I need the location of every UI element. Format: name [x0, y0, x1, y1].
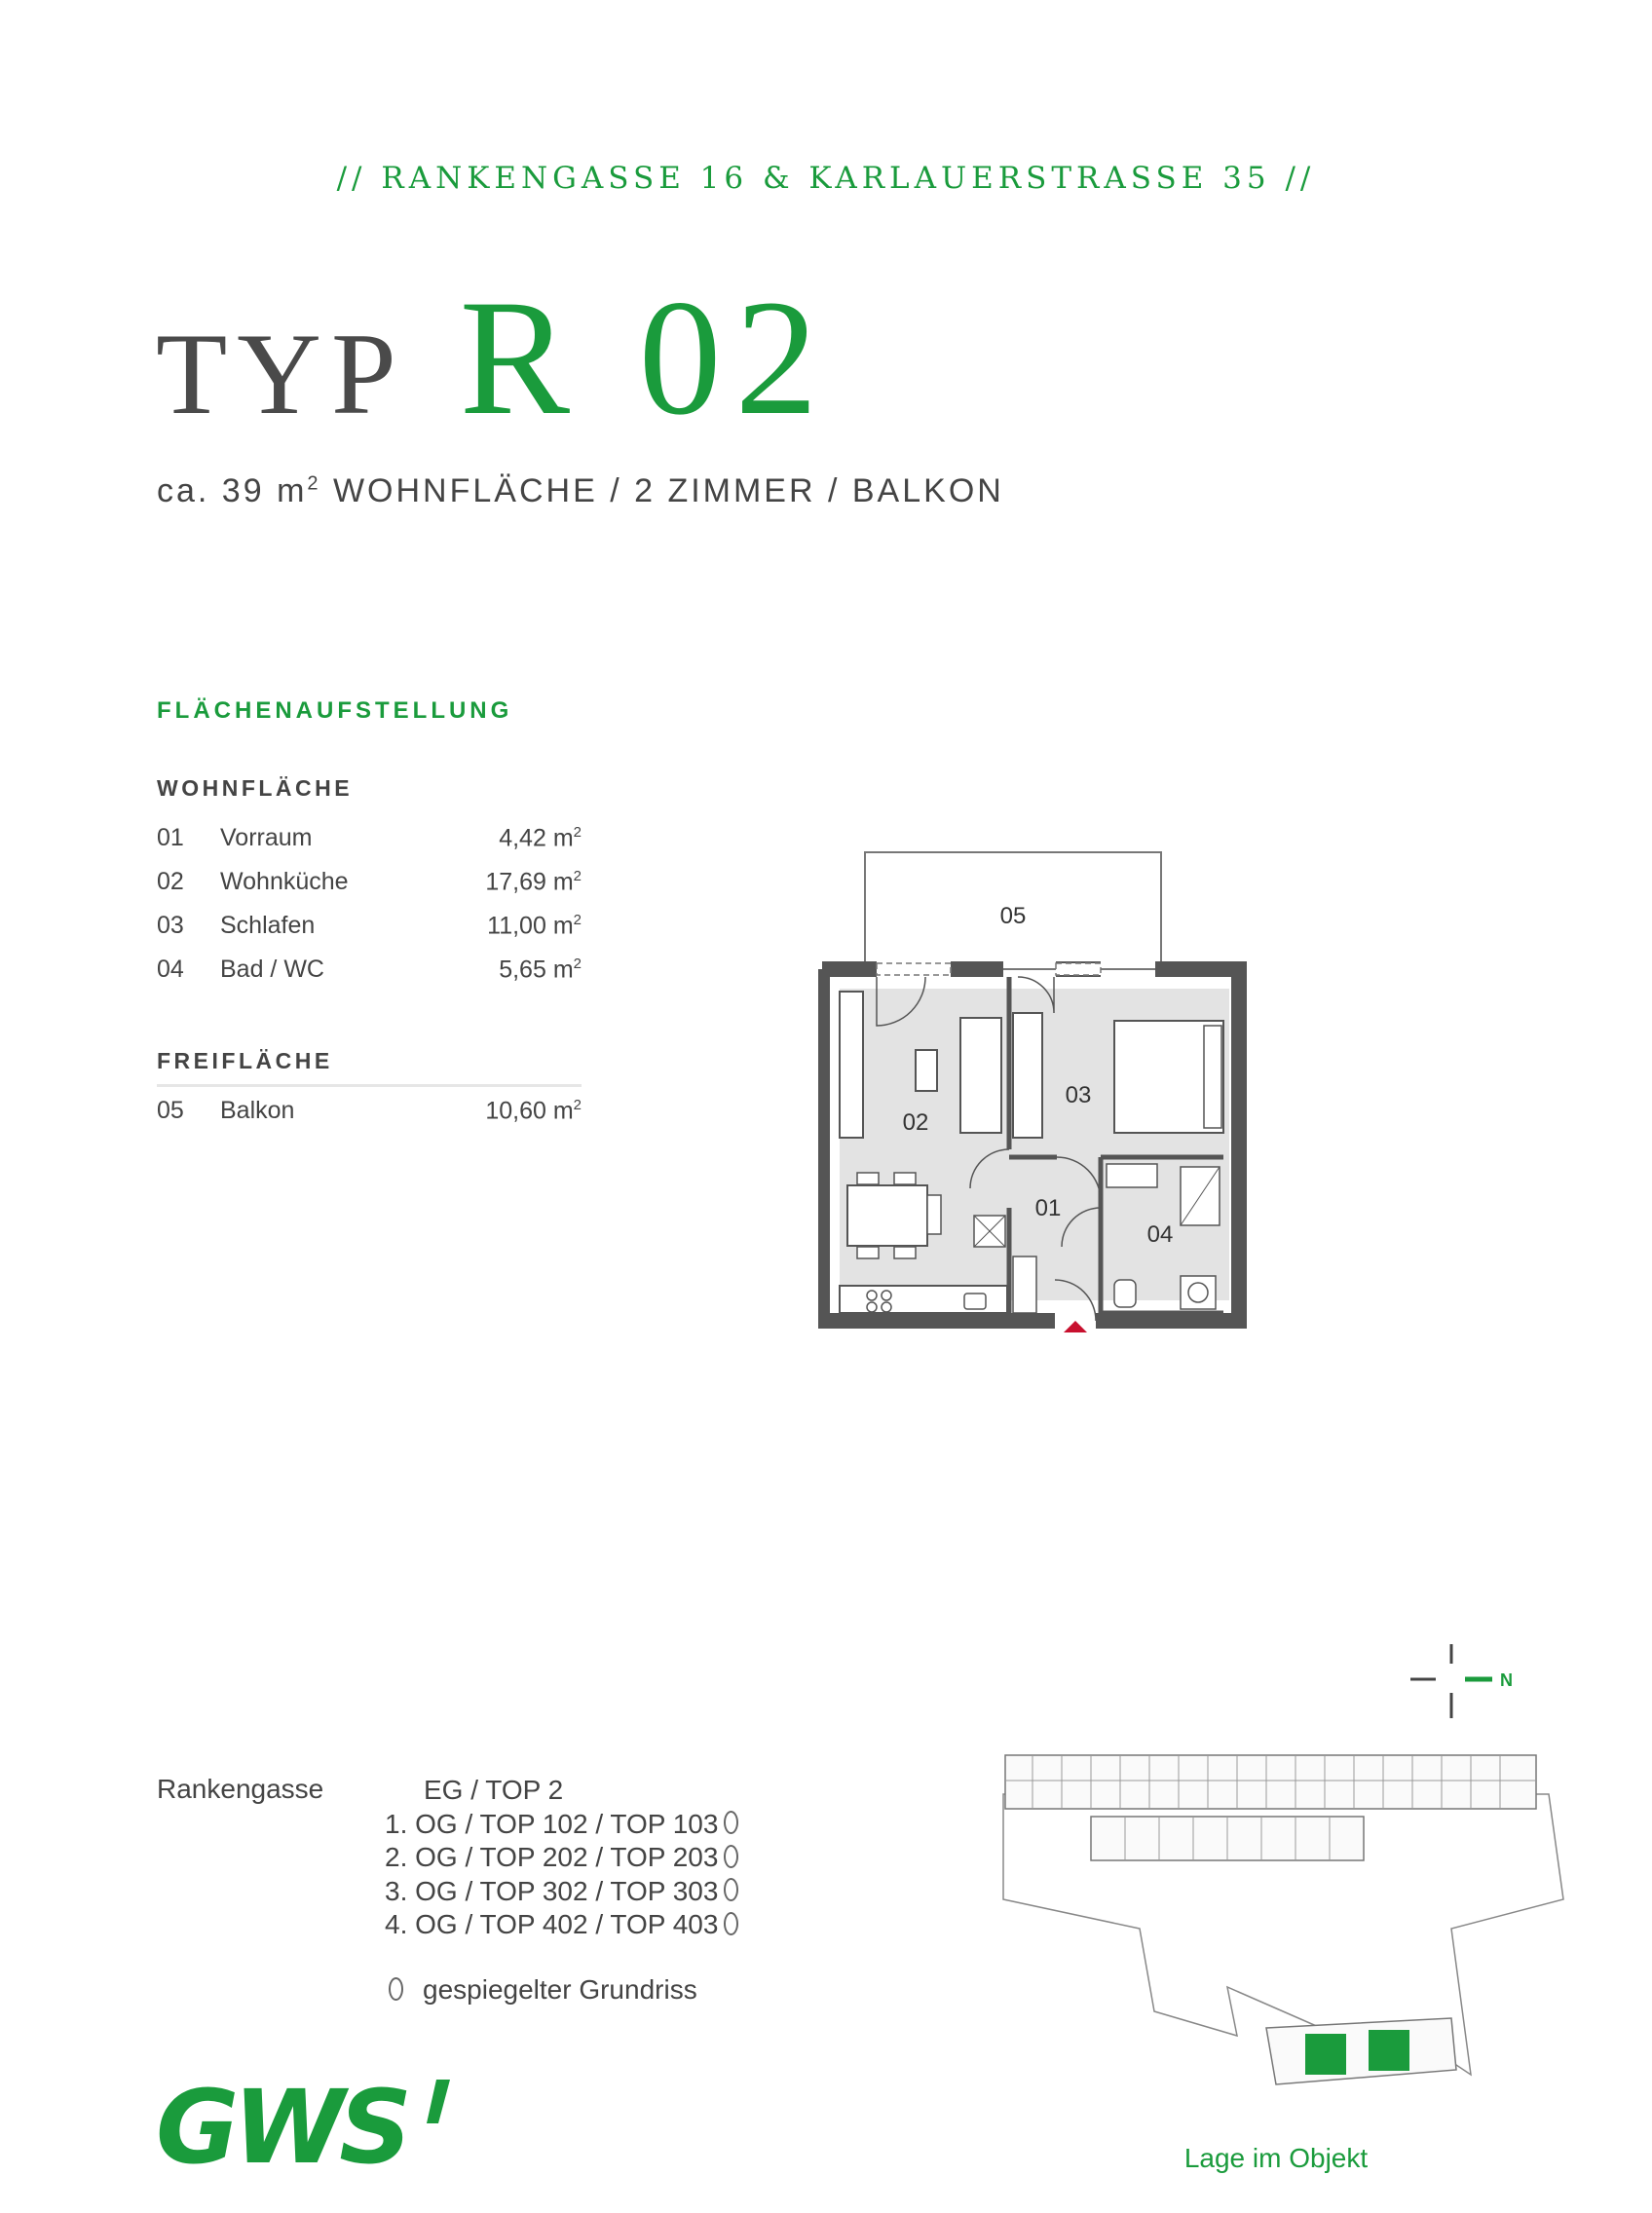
mirror-icon — [724, 1811, 738, 1834]
unit-line: 3. OG / TOP 302 / TOP 303 — [385, 1875, 738, 1909]
map-caption: Lage im Objekt — [1183, 2143, 1369, 2173]
room-name: Schlafen — [220, 912, 316, 939]
mirror-icon — [724, 1845, 738, 1868]
room-label-01: 01 — [1034, 1195, 1062, 1221]
room-label-04: 04 — [1146, 1221, 1174, 1248]
freiflaeche-title: FREIFLÄCHE — [157, 1048, 333, 1073]
area-row — [157, 868, 582, 907]
dining-table — [847, 1185, 927, 1246]
summary-details: WOHNFLÄCHE / 2 ZIMMER / BALKON — [320, 472, 1004, 509]
room-area: 11,00 $m^2$ — [487, 912, 582, 940]
room-label-05: 05 — [999, 903, 1027, 929]
balcony-door-right — [1056, 963, 1101, 975]
toilet — [1114, 1280, 1136, 1307]
section-divider — [157, 1084, 582, 1087]
room-label-02: 02 — [902, 1109, 929, 1136]
summary-sup: 2 — [307, 472, 321, 495]
highlight-unit-left — [1305, 2034, 1346, 2075]
typ-label: TYP — [156, 309, 406, 438]
logo-text: GWS — [156, 2075, 406, 2172]
room-number: 04 — [157, 956, 184, 983]
room-label-03: 03 — [1065, 1082, 1092, 1108]
kitchen-cabinet — [840, 992, 863, 1138]
entrance-marker — [1064, 1321, 1087, 1332]
room-name: Wohnküche — [220, 868, 349, 895]
address-header: // RANKENGASSE 16 & KARLAUERSTRASSE 35 // — [336, 161, 1316, 196]
site-plan — [994, 1744, 1578, 2104]
building-north — [1005, 1755, 1536, 1809]
compass-n-label: N — [1500, 1670, 1513, 1690]
wardrobe — [1013, 1013, 1042, 1138]
street-name: Rankengasse — [157, 1774, 324, 1804]
area-row — [157, 956, 582, 994]
unit-summary — [157, 472, 1004, 510]
unit-list — [385, 1774, 738, 1942]
unit-line: 2. OG / TOP 202 / TOP 203 — [385, 1841, 738, 1875]
room-number: 02 — [157, 868, 184, 895]
balcony-door-left — [877, 963, 951, 975]
areas-title: FLÄCHENAUFSTELLUNG — [157, 697, 513, 724]
summary-area: ca. 39 m — [157, 472, 308, 509]
room-number: 03 — [157, 912, 184, 939]
sofa — [960, 1018, 1001, 1133]
room-area: 17,69 $m^2$ — [485, 868, 582, 896]
unit-type-title — [156, 263, 832, 453]
room-name: Bad / WC — [220, 956, 324, 983]
room-number: 01 — [157, 824, 184, 851]
mirror-icon — [389, 1977, 403, 2001]
area-row — [157, 912, 582, 951]
sink — [1107, 1164, 1157, 1187]
coffee-table — [916, 1050, 937, 1091]
mirror-legend: gespiegelter Grundriss — [385, 1974, 697, 2006]
typ-code: R 02 — [459, 266, 832, 449]
room-number: 05 — [157, 1097, 184, 1124]
mirror-icon — [724, 1878, 738, 1901]
logo-accent — [427, 2080, 450, 2123]
unit-line: EG / TOP 2 — [424, 1775, 564, 1805]
area-row — [157, 1097, 582, 1136]
building-south — [1266, 2018, 1456, 2084]
room-area: 10,60 $m^2$ — [485, 1097, 582, 1125]
washer — [1181, 1276, 1216, 1309]
unit-line: 1. OG / TOP 102 / TOP 103 — [385, 1808, 738, 1842]
area-row — [157, 824, 582, 863]
floor-plan — [818, 847, 1247, 1344]
room-area: 5,65 $m^2$ — [499, 956, 582, 984]
mirror-icon — [724, 1912, 738, 1935]
room-name: Balkon — [220, 1097, 295, 1124]
compass — [1403, 1636, 1539, 1724]
gws-logo — [156, 2075, 468, 2172]
room-area: 4,42 $m^2$ — [499, 824, 582, 852]
room-name: Vorraum — [220, 824, 313, 851]
wohnflaeche-title: WOHNFLÄCHE — [157, 775, 354, 801]
unit-line: 4. OG / TOP 402 / TOP 403 — [385, 1908, 738, 1942]
highlight-unit-right — [1369, 2030, 1409, 2071]
